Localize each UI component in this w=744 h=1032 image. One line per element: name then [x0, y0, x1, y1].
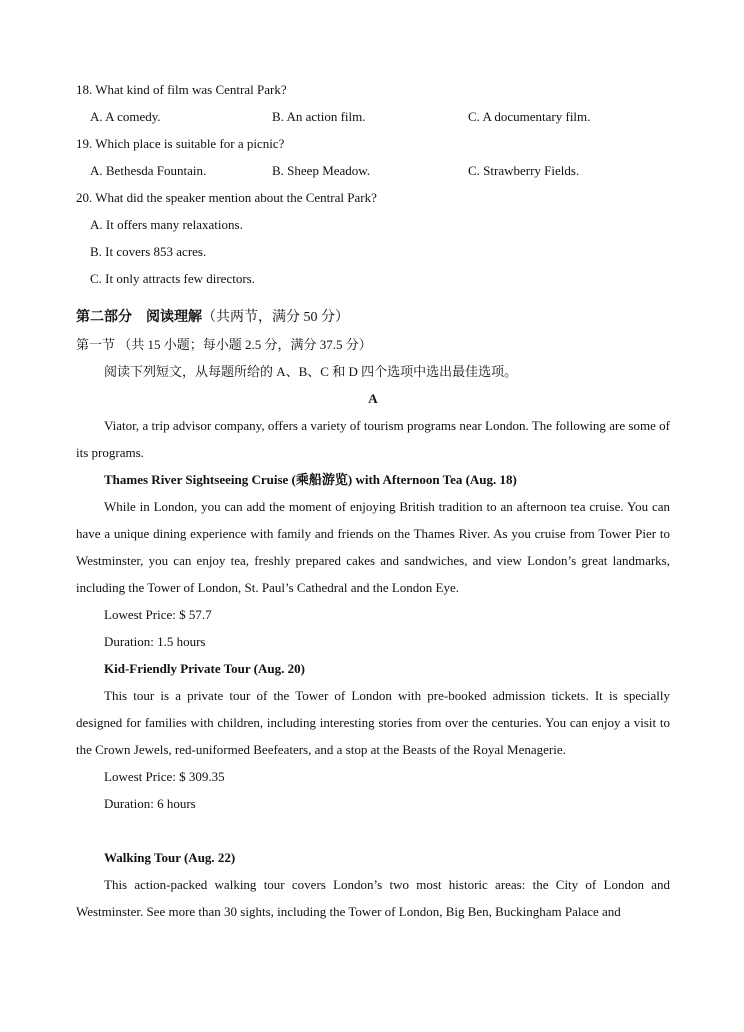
- program-duration: Duration: 1.5 hours: [104, 634, 206, 649]
- option-b: B. It covers 853 acres.: [90, 244, 207, 259]
- program-price: Lowest Price: $ 57.7: [104, 607, 212, 622]
- option-a: A. Bethesda Fountain.: [90, 163, 207, 178]
- program-price: Lowest Price: $ 309.35: [104, 769, 225, 784]
- program-heading: Thames River Sightseeing Cruise (乘船游览) with Afternoon Tea (Aug. 18): [104, 472, 517, 487]
- passage-letter: A: [368, 391, 378, 406]
- spacer: [76, 817, 670, 844]
- option-b: B. An action film.: [272, 109, 366, 124]
- program-body: This tour is a private tour of the Tower of London with pre-booked admission tickets. It is specially designed for families with children, including interesting stories from over the centuries. You can enjoy a visit to the Crown Jewels, red-uniformed Beefeaters, and a stop at the Beasts of the Royal Menagerie.: [76, 688, 670, 757]
- program-body: While in London, you can add the moment of enjoying British tradition to an afternoon tea cruise. You can have a unique dining experience with family and friends on the Thames River. As you cruise from Tower Pier to Westminster, you can enjoy tea, freshly prepared cakes and sandwiches, and view London’s great landmarks, including the Tower of London, St. Paul’s Cathedral and the London Eye.: [76, 499, 670, 595]
- part-2-title: [76, 304, 670, 331]
- option-c: C. Strawberry Fields.: [468, 163, 580, 178]
- section-1-title: 第一节 （共 15 小题；每小题 2.5 分，满分 37.5 分）: [76, 337, 372, 352]
- program-heading: Kid-Friendly Private Tour (Aug. 20): [104, 661, 305, 676]
- question-18-stem: 18. What kind of film was Central Park?: [76, 82, 287, 97]
- program-heading: Walking Tour (Aug. 22): [104, 850, 236, 865]
- option-b: B. Sheep Meadow.: [272, 163, 371, 178]
- option-a: A. A comedy.: [90, 109, 161, 124]
- question-20-stem: 20. What did the speaker mention about the Central Park?: [76, 190, 377, 205]
- option-c: C. A documentary film.: [468, 109, 591, 124]
- option-c: C. It only attracts few directors.: [90, 271, 255, 286]
- exam-page: [76, 76, 670, 925]
- program-body: This action-packed walking tour covers London’s two most historic areas: the City of London and Westminster. See more than 30 sights, including the Tower of London, Big Ben, Buckingham Palace and: [76, 877, 670, 919]
- question-18-options: [76, 103, 670, 130]
- option-a: A. It offers many relaxations.: [90, 217, 243, 232]
- question-19-stem: 19. Which place is suitable for a picnic?: [76, 136, 285, 151]
- part-2-title-main: 第二部分 阅读理解: [76, 310, 202, 325]
- part-2-title-note: （共两节，满分 50 分）: [202, 310, 349, 325]
- passage-intro: Viator, a trip advisor company, offers a variety of tourism programs near London. The following are some of its programs.: [76, 418, 670, 460]
- program-duration: Duration: 6 hours: [104, 796, 196, 811]
- instruction: 阅读下列短文，从每题所给的 A、B、C 和 D 四个选项中选出最佳选项。: [104, 364, 518, 379]
- question-19-options: [76, 157, 670, 184]
